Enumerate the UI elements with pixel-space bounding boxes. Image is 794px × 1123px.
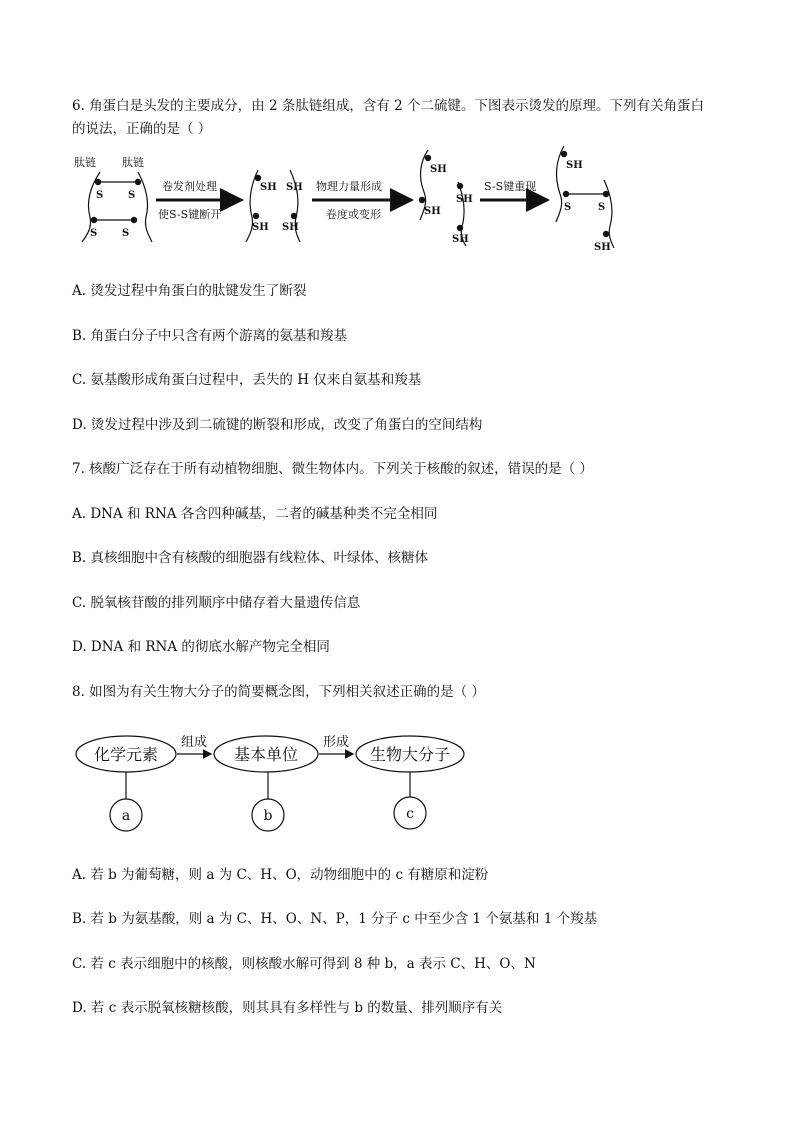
q7-option-b: B. 真核细胞中含有核酸的细胞器有线粒体、叶绿体、核糖体 bbox=[72, 550, 429, 566]
node2-label: 基本单位 bbox=[233, 745, 299, 764]
s-label: S bbox=[564, 202, 572, 213]
circle-b-label: b bbox=[263, 808, 273, 824]
q8-concept-map bbox=[70, 724, 470, 836]
q6-stem-line1: 6. 角蛋白是头发的主要成分，由 2 条肽链组成，含有 2 个二硫键。下图表示烫发的原理。下列有关角蛋白 bbox=[72, 98, 705, 114]
chain-left-4 bbox=[556, 146, 564, 222]
q8-option-b: B. 若 b 为氨基酸，则 a 为 C、H、O、N、P，1 分子 c 中至少含 1 个氨基和 1 个羧基 bbox=[72, 911, 598, 927]
residue-dot bbox=[457, 183, 463, 189]
label-chain-right: 肽链 bbox=[122, 156, 144, 169]
arrow2-label: 形成 bbox=[322, 735, 350, 750]
q7-option-a: A. DNA 和 RNA 各含四种碱基，二者的碱基种类不完全相同 bbox=[72, 506, 438, 522]
q7-stem: 7. 核酸广泛存在于所有动植物细胞、微生物体内。下列关于核酸的叙述，错误的是（ ） bbox=[72, 461, 593, 477]
q6-stem-line2: 的说法，正确的是（ ） bbox=[72, 121, 212, 137]
q6-option-c: C. 氨基酸形成角蛋白过程中，丢失的 H 仅来自氨基和羧基 bbox=[72, 372, 422, 388]
q6-option-a: A. 烫发过程中角蛋白的肽键发生了断裂 bbox=[72, 283, 307, 299]
arrow1-top-label: 卷发剂处理 bbox=[162, 180, 217, 193]
residue-dot bbox=[425, 155, 431, 161]
sh-label: SH bbox=[430, 164, 447, 175]
q8-option-a: A. 若 b 为葡萄糖，则 a 为 C、H、O，动物细胞中的 c 有糖原和淀粉 bbox=[72, 867, 489, 883]
residue-dot bbox=[253, 213, 259, 219]
residue-dot bbox=[255, 175, 261, 181]
residue-dot bbox=[457, 225, 463, 231]
s-label: S bbox=[598, 202, 606, 213]
q7-option-c: C. 脱氧核苷酸的排列顺序中储存着大量遗传信息 bbox=[72, 595, 361, 611]
label-chain-left: 肽链 bbox=[74, 156, 96, 169]
q6-option-b: B. 角蛋白分子中只含有两个游离的氨基和羧基 bbox=[72, 328, 348, 344]
circle-c-label: c bbox=[406, 806, 414, 822]
q6-option-d: D. 烫发过程中涉及到二硫键的断裂和形成，改变了角蛋白的空间结构 bbox=[72, 417, 483, 433]
node3-label: 生物大分子 bbox=[369, 745, 451, 764]
arrow2-bottom-label: 卷度或变形 bbox=[326, 208, 381, 221]
sh-label: SH bbox=[282, 222, 299, 233]
q8-stem: 8. 如图为有关生物大分子的简要概念图，下列相关叙述正确的是（ ） bbox=[72, 684, 485, 700]
sh-label: SH bbox=[452, 234, 469, 245]
chain-right-4 bbox=[604, 180, 614, 248]
arrow1-label: 组成 bbox=[180, 735, 208, 750]
q8-option-d: D. 若 c 表示脱氧核糖核酸，则其具有多样性与 b 的数量、排列顺序有关 bbox=[72, 1000, 503, 1016]
sh-label: SH bbox=[566, 160, 583, 171]
q6-perm-diagram bbox=[60, 142, 640, 257]
s-label: S bbox=[96, 190, 104, 201]
node1-label: 化学元素 bbox=[93, 745, 159, 764]
s-label: S bbox=[90, 228, 98, 239]
q7-option-d: D. DNA 和 RNA 的彻底水解产物完全相同 bbox=[72, 639, 330, 655]
residue-dot bbox=[561, 151, 567, 157]
sh-label: SH bbox=[424, 206, 441, 217]
residue-dot bbox=[419, 197, 425, 203]
residue-dot bbox=[291, 213, 297, 219]
residue-dot bbox=[603, 231, 609, 237]
sh-label: SH bbox=[252, 222, 269, 233]
circle-a-label: a bbox=[121, 808, 131, 824]
s-label: S bbox=[122, 228, 130, 239]
arrow1-bottom-label: 使S-S键断开 bbox=[158, 208, 222, 221]
s-label: S bbox=[128, 190, 136, 201]
sh-label: SH bbox=[260, 182, 277, 193]
arrow3-top-label: S-S键重现 bbox=[484, 180, 537, 193]
q8-option-c: C. 若 c 表示细胞中的核酸，则核酸水解可得到 8 种 b，a 表示 C、H、O、N bbox=[72, 956, 536, 972]
arrow2-top-label: 物理力量形成 bbox=[316, 180, 382, 193]
sh-label: SH bbox=[286, 182, 303, 193]
sh-label: SH bbox=[594, 242, 611, 253]
sh-label: SH bbox=[456, 194, 473, 205]
